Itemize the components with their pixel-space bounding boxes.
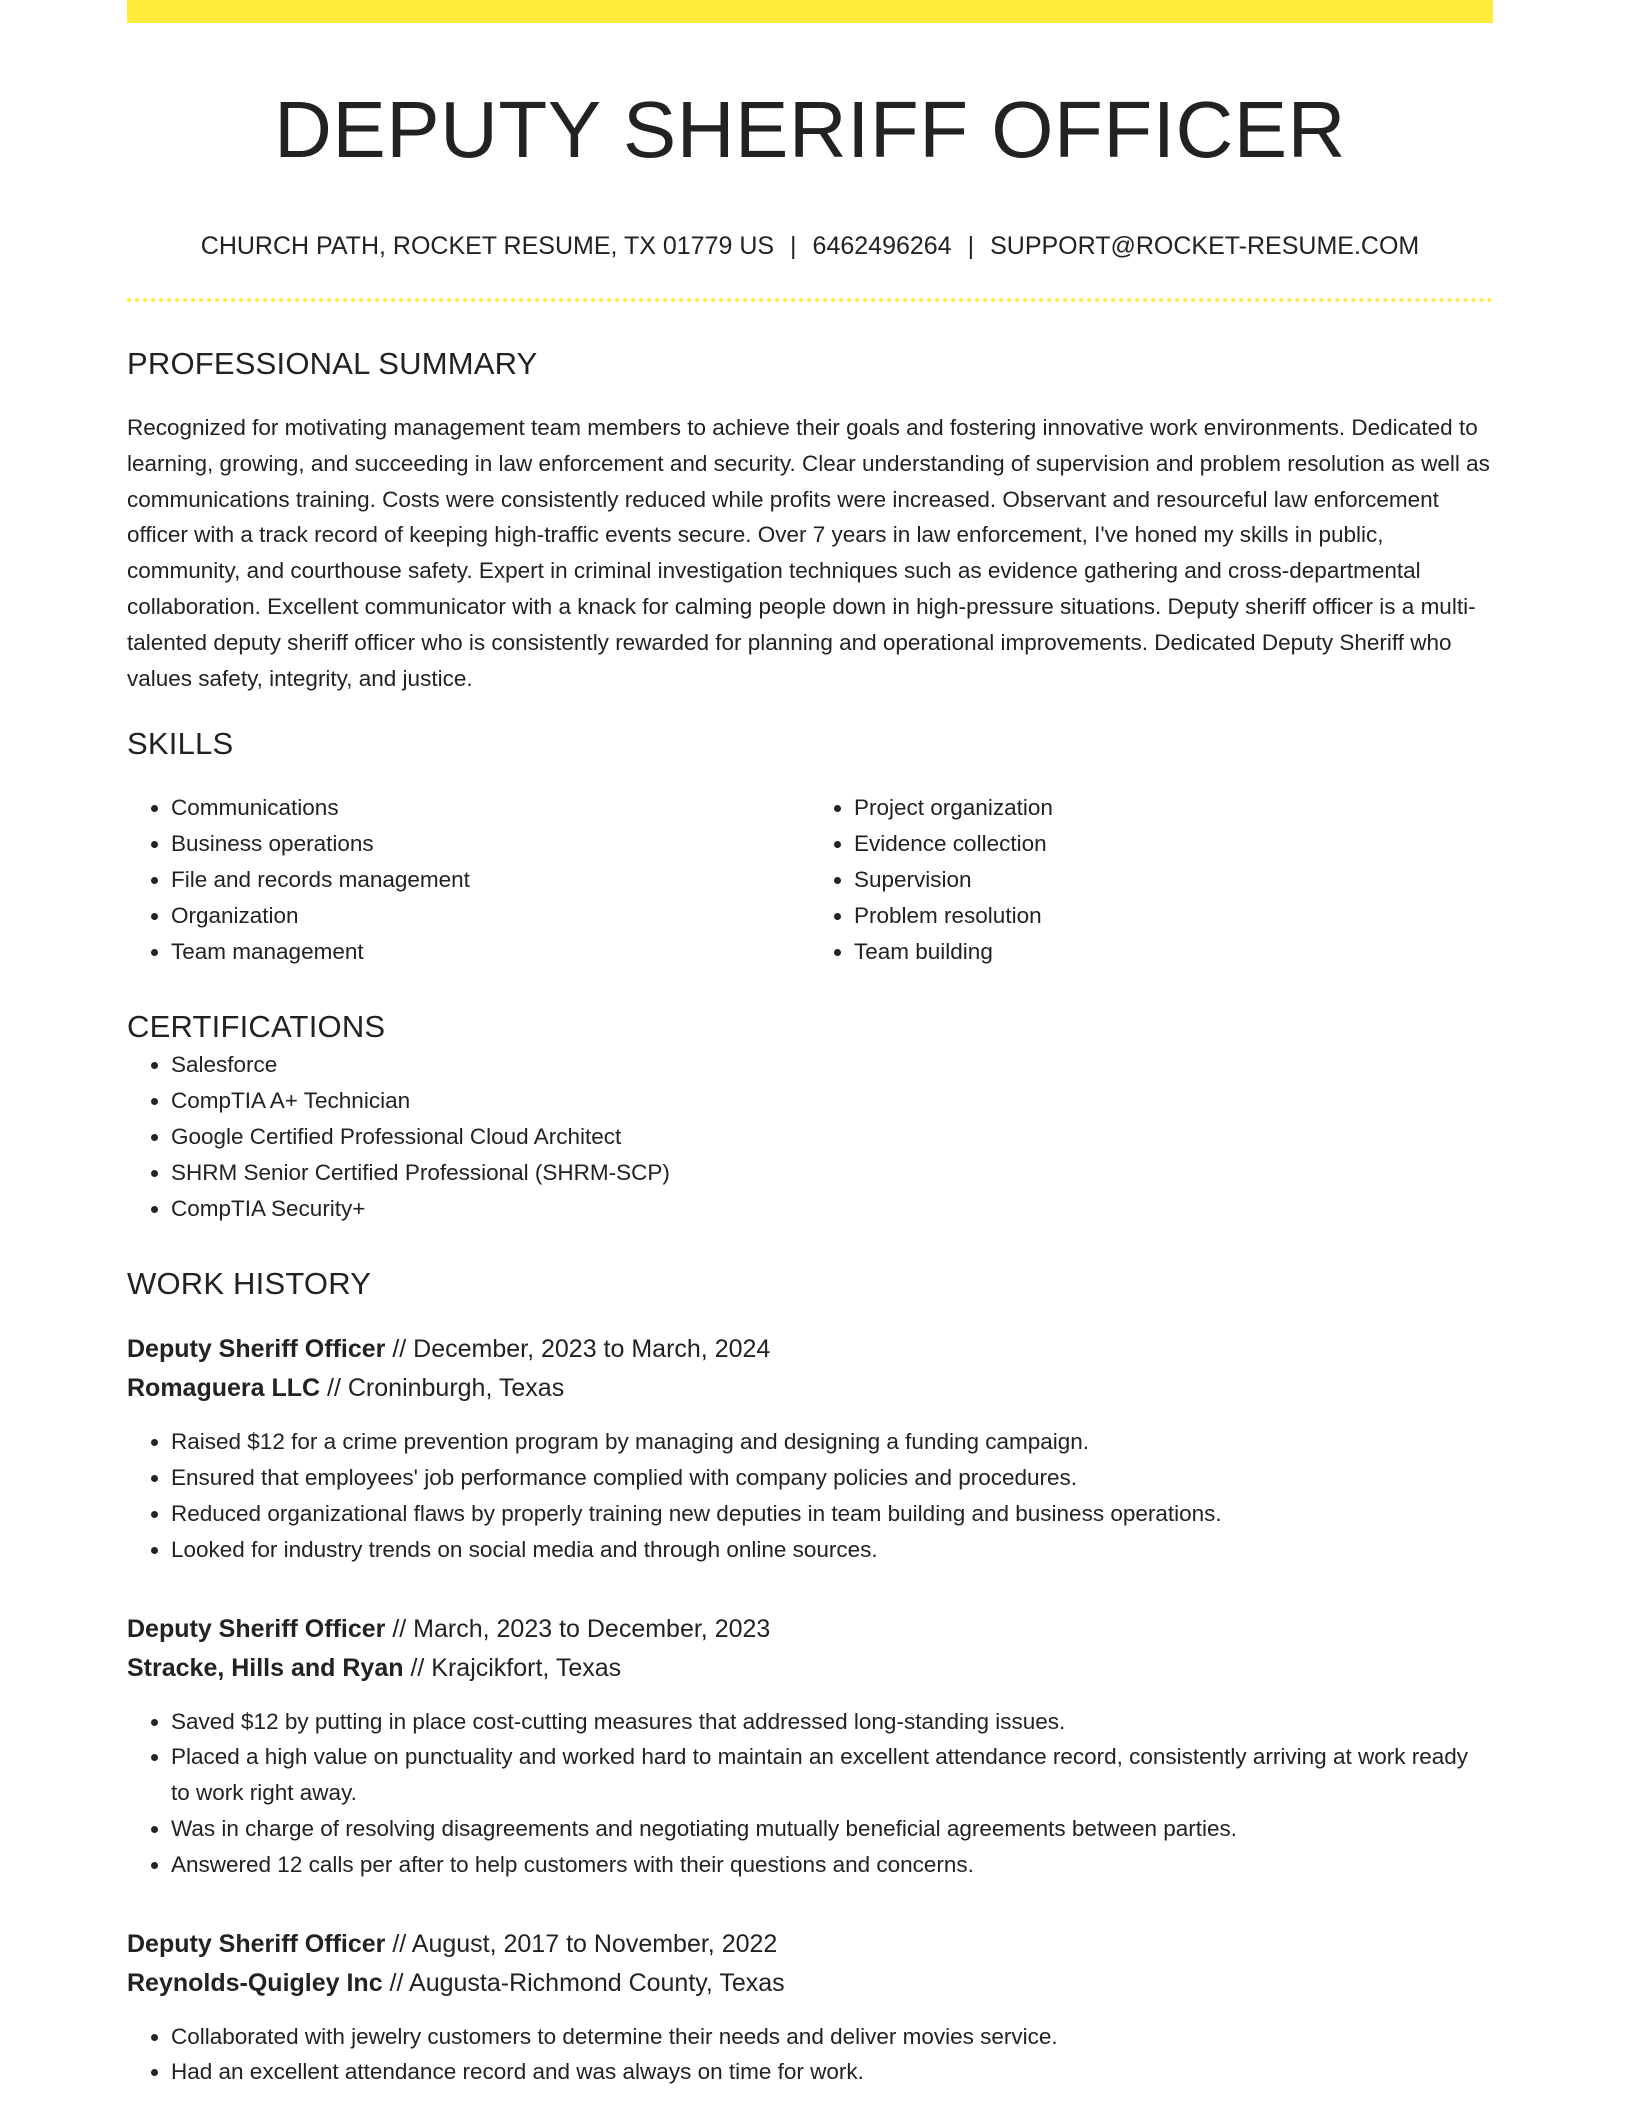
job-company: Reynolds-Quigley Inc [127, 1968, 383, 1997]
skills-list-right [810, 790, 1493, 969]
list-item: • Problem resolution [854, 898, 1493, 934]
contact-phone: 6462496264 [812, 232, 952, 260]
list-item: • Collaborated with jewelry customers to determine their needs and deliver movies service. [171, 2019, 1493, 2055]
job-company-line [127, 1369, 1493, 1408]
resume-title: DEPUTY SHERIFF OFFICER [274, 85, 1346, 174]
job-title: Deputy Sheriff Officer [127, 1614, 386, 1643]
list-item: • Answered 12 calls per after to help customers with their questions and concerns. [171, 1847, 1493, 1883]
job-entry [127, 1925, 1493, 2091]
job-company: Stracke, Hills and Ryan [127, 1653, 404, 1682]
work-history-list [127, 1330, 1493, 2090]
job-title: Deputy Sheriff Officer [127, 1929, 386, 1958]
job-dates: // August, 2017 to November, 2022 [385, 1929, 778, 1958]
job-title-line [127, 1330, 1493, 1369]
list-item: • Placed a high value on punctuality and worked hard to maintain an excellent attendance record, consistently arriving at work ready to work right away. [171, 1739, 1493, 1811]
contact-line [127, 230, 1493, 262]
list-item: • Ensured that employees' job performance complied with company policies and procedures. [171, 1460, 1493, 1496]
certifications-heading: CERTIFICATIONS [127, 1009, 386, 1045]
contact-separator: | [967, 232, 975, 260]
list-item: • Was in charge of resolving disagreements and negotiating mutually beneficial agreements between parties. [171, 1811, 1493, 1847]
list-item: • Organization [171, 898, 810, 934]
skills-columns [127, 790, 1493, 969]
job-bullets [127, 1424, 1493, 1567]
job-dates: // March, 2023 to December, 2023 [385, 1614, 771, 1643]
list-item: • Google Certified Professional Cloud Architect [171, 1119, 1493, 1155]
work-history-heading: WORK HISTORY [127, 1266, 372, 1302]
summary-heading: PROFESSIONAL SUMMARY [127, 346, 538, 381]
job-location: // Croninburgh, Texas [320, 1374, 565, 1403]
contact-separator: | [790, 232, 797, 260]
list-item: • CompTIA Security+ [171, 1191, 1493, 1227]
job-title-line [127, 1925, 1493, 1964]
job-location: // Augusta-Richmond County, Texas [382, 1968, 785, 1997]
resume-content [127, 0, 1493, 2090]
list-item: • Project organization [854, 790, 1493, 826]
list-item: • Salesforce [171, 1047, 1493, 1083]
summary-text: Recognized for motivating management team members to achieve their goals and fostering innovative work environments. Dedicated to learning, growing, and succeeding in law enforcement and security. Clear understanding of supervision and problem resolution as well as communications training. Costs were consistently reduced while profits were increased. Observant and resourceful law enforcement officer with a track record of keeping high-traffic events secure. Over 7 years in law enforcement, I've honed my skills in public, community, and courthouse safety. Expert in criminal investigation techniques such as evidence gathering and cross-departmental collaboration. Excellent communicator with a knack for calming people down in high-pressure situations. Deputy sheriff officer is a multi-talented deputy sheriff officer who is consistently rewarded for planning and operational improvements. Dedicated Deputy Sheriff who values safety, integrity, and justice. [127, 415, 1490, 691]
job-company: Romaguera LLC [127, 1374, 321, 1403]
list-item: • Business operations [171, 826, 810, 862]
job-bullets [127, 2019, 1493, 2091]
list-item: • Looked for industry trends on social media and through online sources. [171, 1532, 1493, 1568]
list-item: • Reduced organizational flaws by properly training new deputies in team building and business operations. [171, 1496, 1493, 1532]
job-bullets [127, 1704, 1493, 1883]
job-company-line [127, 1649, 1493, 1688]
skills-list-left [127, 790, 810, 969]
job-entry [127, 1330, 1493, 1567]
list-item: • Saved $12 by putting in place cost-cutting measures that addressed long-standing issues. [171, 1704, 1493, 1740]
job-title-line [127, 1610, 1493, 1649]
list-item: • CompTIA A+ Technician [171, 1083, 1493, 1119]
list-item: • Communications [171, 790, 810, 826]
job-dates: // December, 2023 to March, 2024 [385, 1335, 771, 1364]
list-item: • Raised $12 for a crime prevention program by managing and designing a funding campaign. [171, 1424, 1493, 1460]
job-title: Deputy Sheriff Officer [127, 1335, 386, 1364]
job-location: // Krajcikfort, Texas [403, 1653, 622, 1682]
skills-heading: SKILLS [127, 726, 234, 762]
job-entry [127, 1610, 1493, 1883]
list-item: • File and records management [171, 862, 810, 898]
list-item: • Had an excellent attendance record and was always on time for work. [171, 2054, 1493, 2090]
list-item: • Evidence collection [854, 826, 1493, 862]
certifications-list [127, 1047, 1493, 1226]
contact-email: SUPPORT@ROCKET-RESUME.COM [990, 232, 1420, 260]
dotted-divider [127, 298, 1493, 302]
contact-address: CHURCH PATH, ROCKET RESUME, TX 01779 US [200, 232, 775, 260]
list-item: • Team building [854, 934, 1493, 970]
list-item: • SHRM Senior Certified Professional (SHRM-SCP) [171, 1155, 1493, 1191]
list-item: • Supervision [854, 862, 1493, 898]
list-item: • Team management [171, 934, 810, 970]
job-company-line [127, 1964, 1493, 2003]
